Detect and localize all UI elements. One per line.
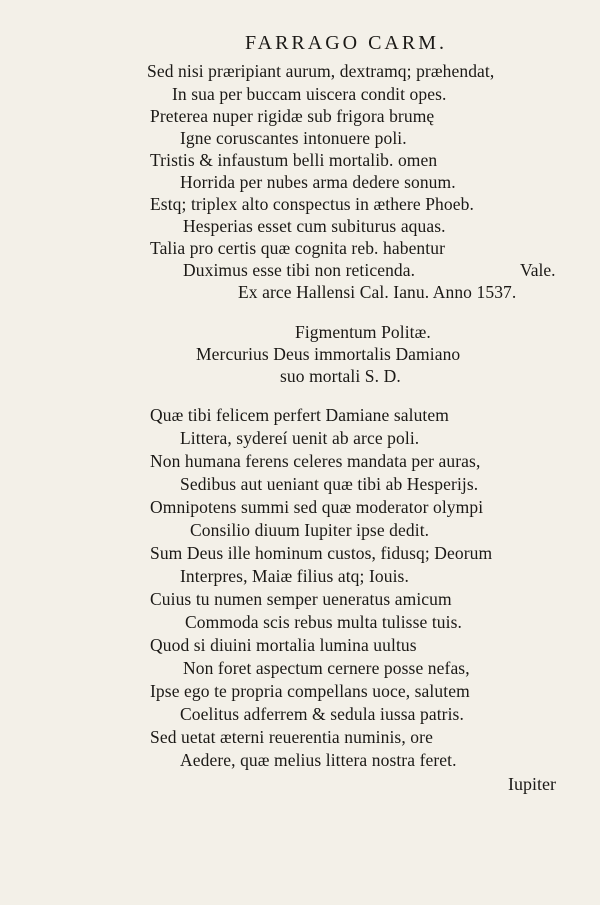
verse-line: Igne coruscantes intonuere poli. [180, 128, 407, 148]
verse-line: Sum Deus ille hominum custos, fidusq; Deorum [150, 543, 493, 563]
verse-line: Cuius tu numen semper ueneratus amicum [150, 589, 452, 609]
verse-line: In sua per buccam uiscera condit opes. [172, 84, 447, 104]
verse-line: Ipse ego te propria compellans uoce, salutem [150, 681, 470, 701]
verse-line: Littera, sydereí uenit ab arce poli. [180, 428, 420, 448]
verse-line: Omnipotens summi sed quæ moderator olympi [150, 497, 484, 517]
verse-line: Horrida per nubes arma dedere sonum. [180, 172, 456, 192]
verse-line: Consilio diuum Iupiter ipse dedit. [190, 520, 430, 540]
verse-line: Hesperias esset cum subiturus aquas. [183, 216, 446, 236]
verse-line: Interpres, Maiæ filius atq; Iouis. [180, 566, 409, 586]
dateline: Ex arce Hallensi Cal. Ianu. Anno 1537. [238, 282, 517, 302]
vale-closing: Vale. [520, 260, 556, 280]
verse-line: Coelitus adferrem & sedula iussa patris. [180, 704, 464, 724]
verse-line: Aedere, quæ melius littera nostra feret. [180, 750, 457, 770]
verse-line: Quod si diuini mortalia lumina uultus [150, 635, 417, 655]
verse-line: Tristis & infaustum belli mortalib. omen [150, 150, 438, 170]
verse-line: Sed uetat æterni reuerentia numinis, ore [150, 727, 433, 747]
verse-line: Non humana ferens celeres mandata per auras, [150, 451, 481, 471]
section-title: Figmentum Politæ. [295, 322, 431, 342]
verse-line: Preterea nuper rigidæ sub frigora brumę [150, 106, 435, 126]
address-line: Mercurius Deus immortalis Damiano [196, 344, 461, 364]
address-line: suo mortali S. D. [280, 366, 401, 386]
verse-line: Sedibus aut ueniant quæ tibi ab Hesperijs. [180, 474, 479, 494]
verse-line: Non foret aspectum cernere posse nefas, [183, 658, 470, 678]
verse-line: Duximus esse tibi non reticenda. [183, 260, 416, 280]
verse-line: Quæ tibi felicem perfert Damiane salutem [150, 405, 449, 425]
verse-line: Talia pro certis quæ cognita reb. habentur [150, 238, 446, 258]
running-header: FARRAGO CARM. [245, 32, 447, 54]
verse-line: Estq; triplex alto conspectus in æthere Phoeb. [150, 194, 474, 214]
catchword: Iupiter [508, 774, 556, 794]
verse-line: Sed nisi præripiant aurum, dextramq; præhendat, [147, 61, 495, 81]
verse-line: Commoda scis rebus multa tulisse tuis. [185, 612, 462, 632]
